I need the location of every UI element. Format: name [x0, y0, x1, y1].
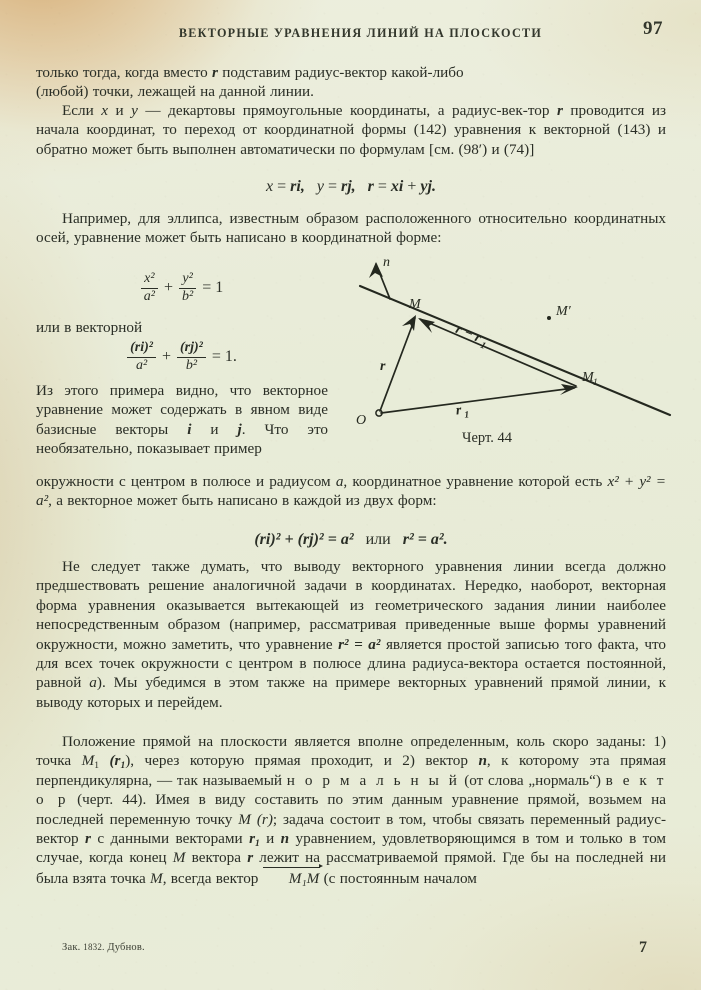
vector-r1: [381, 388, 574, 413]
p8-seg-l: , всегда вектор: [162, 869, 263, 887]
paragraph-line-position: [36, 732, 666, 888]
paragraph-continuation: [36, 63, 666, 102]
arrowhead-r: [402, 315, 416, 331]
numerator: y²: [182, 271, 193, 286]
p1-seg-c: (любой) точки, лежащей на данной линии.: [36, 83, 314, 101]
p8-sub-r1: 1: [120, 761, 126, 772]
figure-label-M1-sub: 1: [593, 378, 598, 388]
footer-imprint-label: Зак.: [62, 942, 84, 953]
f1-plus: +: [407, 178, 417, 195]
p5-seg-b: . Что это необязательно, показывает пример: [36, 420, 328, 458]
figure-label-r: r: [380, 359, 386, 374]
figure-label-r1-sub: 1: [463, 410, 470, 421]
f1-yj: yj.: [420, 178, 436, 195]
p2-var-x: x: [101, 102, 108, 119]
p8-seg-b: ), через которую прямая проходит, и 2) вектор: [125, 752, 479, 770]
right-hand-side: 1.: [224, 348, 237, 365]
fraction-y2-b2: [179, 272, 196, 305]
denominator: b²: [179, 288, 196, 305]
p5-seg-a: Из этого примера видно, что векторное уравнение может содержать в явном виде базисные векторы: [36, 382, 328, 438]
figure-label-M1: [581, 370, 598, 388]
equals-sign: =: [202, 279, 212, 296]
footer-order-number: 1832.: [83, 942, 105, 952]
plus-sign: +: [163, 279, 173, 296]
p7-inline-formula: r² = a²: [338, 635, 381, 653]
label-or-vector-form: [36, 318, 326, 337]
figure-label-diff-sub: 1: [478, 340, 487, 352]
p8-var-rc: r: [247, 849, 254, 867]
p7-seg-c: ). Мы убедимся в этом также на примере векторных уравнений прямой линии, к выводу которых и перейдем.: [36, 674, 666, 711]
p7-seg-b: является простой записью того факта, что для всех точек окружности с центром в полюсе длина радиуса-вектора остается постоянной, равной: [36, 635, 666, 692]
p7-seg-a: Не следует также думать, что выводу векторного уравнения линии всегда должно предшествовать решение аналогичной задачи в координатах. Нередко, наоборот, векторная форма уравнения оказывается вытекающей из геометрического задания линии наиболее непосредственным образом (например, рассматривая приведенные выше формы уравнений окружности, можно заметить, что уравнение: [36, 558, 666, 653]
denominator: b²: [177, 357, 206, 374]
vector-arrow-tip: [319, 864, 323, 868]
p8-spaced-vector: в е к т о р: [36, 771, 666, 809]
p2-seg-b: и: [108, 102, 132, 119]
paragraph-text: [36, 472, 666, 511]
figure-caption: Черт. 44: [462, 430, 512, 446]
figure-label-M: M: [409, 297, 421, 312]
plus-sign: +: [161, 348, 171, 365]
formula-text: [36, 531, 666, 549]
display-formula-circle-forms: [36, 531, 666, 549]
p6-inline-formula: x² + y² = a²: [36, 473, 667, 510]
page-number: 97: [643, 18, 663, 39]
point-Mprime-marker: [547, 316, 551, 320]
p8-seg-e: (черт. 44). Имея в виду составить по этим данным уравнение прямой, возьмем на последней переменную точку: [36, 791, 666, 828]
formula-text: [36, 178, 666, 196]
arrowhead-n: [369, 262, 383, 278]
footer-author: Дубнов.: [104, 942, 145, 953]
display-formula-xri: [36, 178, 666, 196]
p2-seg-a: Если: [62, 102, 102, 119]
fraction-ri2-a2: [127, 341, 156, 374]
p5-var-j: j: [237, 420, 242, 438]
paragraph-text: [36, 381, 328, 459]
right-hand-side: 1: [215, 279, 224, 296]
p8-sub-1: 1: [94, 761, 100, 772]
p8-vector-label: M₁M: [288, 869, 320, 887]
paragraph-text: [36, 557, 666, 712]
denominator: a²: [127, 357, 156, 374]
p6-seg-a: окружности с центром в полюсе и радиусом: [36, 473, 336, 490]
paragraph-vector-derivation: [36, 557, 666, 712]
paragraph-circle-equation: [36, 472, 666, 511]
f1-rj: rj,: [340, 178, 356, 195]
p2-var-r: r: [556, 102, 563, 119]
p8-var-n: n: [478, 752, 487, 770]
p7-var-a: a: [89, 674, 97, 692]
figure-label-r1: [455, 402, 469, 421]
p8-var-Mr: M (r): [238, 810, 273, 828]
p8-seg-a: Положение прямой на плоскости является вполне определенным, коль скоро заданы: 1) точка: [36, 733, 666, 770]
p8-spaced-normal: н о р м а л ь н ы й: [286, 771, 460, 789]
p8-seg-c: , к которому эта прямая перпендикулярна, — так называемый: [36, 752, 667, 789]
f1-y: y: [316, 178, 324, 195]
p8-var-nb: n: [280, 830, 290, 848]
p8-seg-d: (от слова „нормаль“): [459, 771, 606, 789]
paragraph-basis-vectors: [36, 381, 328, 459]
p1-seg-b: подставим радиус-вектор какой-либо: [217, 64, 464, 81]
denominator: a²: [141, 288, 158, 305]
p8-var-r: r: [85, 830, 91, 848]
p8-seg-f: ; задача состоит в том, чтобы связать переменный радиус-вектор: [36, 810, 667, 848]
p8-seg-g: с данными векторами: [90, 830, 250, 848]
formula-text: [36, 341, 326, 374]
fraction-rj2-b2: [177, 341, 206, 374]
equals-sign: =: [211, 348, 221, 365]
figure-label-O: O: [356, 413, 367, 428]
figure-label-diff-base: r − r: [453, 321, 484, 347]
paragraph-text: [36, 101, 666, 159]
p5-var-i: i: [187, 420, 192, 438]
p2-var-y: y: [131, 102, 138, 119]
p1-var-r: r: [212, 64, 218, 81]
f1-eq3: =: [377, 178, 387, 195]
p5-seg-and: и: [191, 420, 238, 438]
vector-r-minus-r1: [420, 319, 576, 386]
footer-imprint: [62, 942, 145, 953]
figure-label-n: n: [383, 255, 390, 270]
figure-svg: [352, 248, 696, 460]
p6-seg-b: , координатное уравнение которой есть: [343, 473, 608, 490]
p2-seg-d: проводится из начала координат, то переход от координатной формы (142) уравнения к векторной (143) и обратно может быть выполнен автоматически по формулам [см. (98′) и (74)]: [36, 102, 666, 158]
paragraph-text: [36, 63, 666, 102]
numerator: (ri)²: [130, 340, 153, 355]
figure-label-r1-base: r: [455, 403, 463, 419]
circle-form-left: (ri)² + (rj)² = a²: [254, 531, 354, 548]
p8-vector-M1M: [263, 868, 320, 888]
fraction-x2-a2: [141, 272, 158, 305]
numerator: x²: [144, 271, 155, 286]
arrowhead-r-minus-r1: [418, 318, 435, 333]
circle-form-right: r² = a².: [402, 531, 448, 548]
p8-seg-m: (с постоянным началом: [319, 869, 477, 887]
f1-xi: xi: [390, 178, 404, 195]
figure-label-Mprime: M′: [556, 304, 571, 319]
numerator: (rj)²: [180, 340, 203, 355]
paragraph-text: Например, для эллипса, известным образом расположенного относительно координатных осей, уравнение может быть написано в координатной форме:: [36, 210, 666, 247]
display-formula-ellipse-coord: [36, 272, 326, 305]
p8-var-r1: (r: [99, 752, 121, 770]
running-head: [62, 26, 659, 41]
p6-var-a: a: [335, 473, 344, 490]
paragraph-text: или в векторной: [36, 319, 143, 336]
p8-var-M1: M: [81, 752, 95, 770]
figure-vector-line-diagram: [352, 248, 696, 460]
p8-seg-k: лежит на рассматриваемой прямой. Где бы на последней ни была взята точка: [36, 849, 666, 887]
p8-seg-h: и: [259, 830, 281, 848]
p6-seg-c: , а векторное может быть написано в каждой из двух форм:: [48, 492, 437, 510]
f1-eq1: =: [277, 178, 287, 195]
formula-text: [36, 272, 326, 305]
paragraph-coordinate-form: [36, 101, 666, 159]
f1-x: x: [266, 178, 274, 195]
footer-signature-number: 7: [639, 939, 647, 956]
paragraph-text: [36, 732, 666, 888]
f1-r: r: [367, 178, 374, 195]
p8-var-M: M: [172, 849, 186, 867]
paragraph-ellipse-intro: [36, 209, 666, 248]
p8-sub-r1b: 1: [254, 839, 260, 850]
p1-seg-a: только тогда, когда вместо: [36, 64, 213, 81]
display-formula-ellipse-vector: [36, 341, 326, 374]
figure-label-M1-base: M: [582, 370, 594, 385]
p8-var-r1b: r: [249, 830, 255, 848]
f1-eq2: =: [327, 178, 337, 195]
p8-var-Mc: M: [150, 869, 163, 887]
circle-form-conjunction: или: [365, 531, 391, 548]
f1-ri: ri,: [290, 178, 305, 195]
running-head-title: ВЕКТОРНЫЕ УРАВНЕНИЯ ЛИНИЙ НА ПЛОСКОСТИ: [178, 26, 543, 40]
p8-seg-j: вектора: [185, 849, 248, 867]
p8-seg-i: уравнением, удовлетворяющимся в том и только в том случае, когда конец: [36, 830, 666, 867]
p2-seg-c: — декартовы прямоугольные координаты, а радиус-век-тор: [137, 102, 557, 119]
